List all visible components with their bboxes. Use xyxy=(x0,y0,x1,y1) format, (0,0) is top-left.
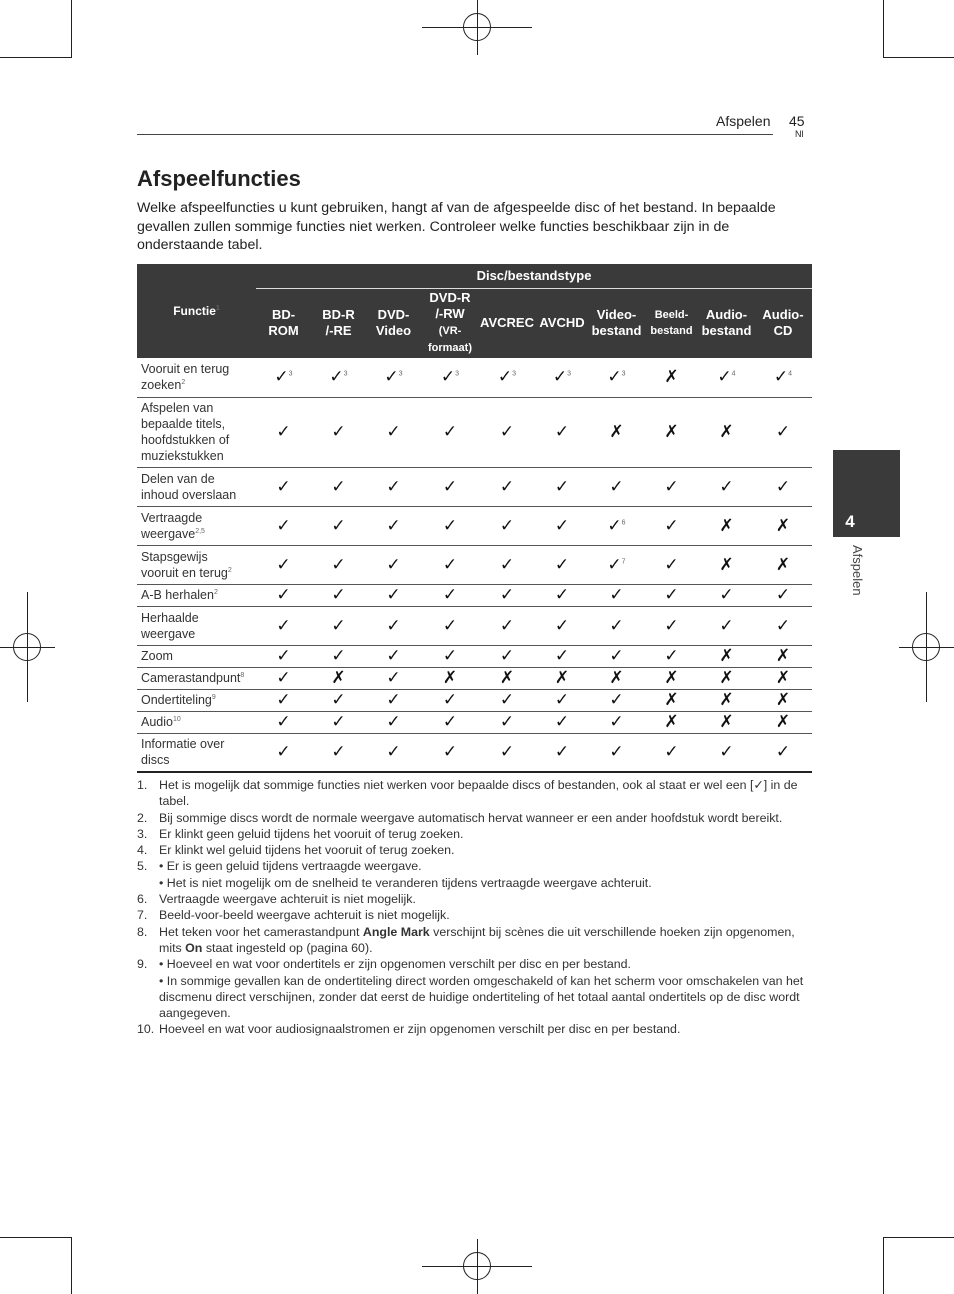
function-label: Stapsgewijs vooruit en terug$^2$ xyxy=(137,545,256,584)
check-icon: ✓ xyxy=(311,606,366,645)
footnote-item: 5. • Er is geen geluid tijdens vertraagde weergave. • Het is niet mogelijk om de snelheid te veranderen tijdens vertraagde weergave achteruit. xyxy=(137,859,652,890)
crop-mark xyxy=(71,1237,72,1294)
check-icon: ✓ xyxy=(311,584,366,606)
check-icon: ✓ xyxy=(366,397,421,467)
check-icon: ✓ xyxy=(421,467,479,506)
check-icon: ✓ xyxy=(311,506,366,545)
table-row xyxy=(137,667,812,689)
check-icon: ✓ xyxy=(589,689,644,711)
function-label: Camerastandpunt$^8$ xyxy=(137,667,256,689)
check-icon: ✓$^3$ xyxy=(589,358,644,397)
check-icon: ✓ xyxy=(589,711,644,733)
cross-icon: ✗ xyxy=(644,667,699,689)
check-icon: ✓ xyxy=(256,733,311,772)
check-icon: ✓ xyxy=(421,506,479,545)
check-icon: ✓ xyxy=(644,506,699,545)
cross-icon: ✗ xyxy=(644,397,699,467)
check-icon: ✓$^3$ xyxy=(535,358,589,397)
table-row xyxy=(137,506,812,545)
crop-mark xyxy=(0,1237,72,1238)
chapter-number: 4 xyxy=(845,512,855,531)
footnotes-list xyxy=(137,777,812,1038)
check-icon: ✓ xyxy=(366,467,421,506)
check-icon: ✓$^7$ xyxy=(589,545,644,584)
check-icon: ✓ xyxy=(535,711,589,733)
check-icon: ✓$^3$ xyxy=(311,358,366,397)
table-row xyxy=(137,645,812,667)
function-label: Herhaalde weergave xyxy=(137,606,256,645)
cross-icon: ✗ xyxy=(754,711,812,733)
check-icon: ✓ xyxy=(589,467,644,506)
check-icon: ✓ xyxy=(479,645,535,667)
check-icon: ✓ xyxy=(479,711,535,733)
check-icon: ✓ xyxy=(366,645,421,667)
cross-icon: ✗ xyxy=(699,689,754,711)
check-icon: ✓ xyxy=(421,545,479,584)
check-icon: ✓ xyxy=(256,606,311,645)
registration-mark xyxy=(463,1252,491,1280)
check-icon: ✓ xyxy=(535,397,589,467)
function-label: Delen van de inhoud overslaan xyxy=(137,467,256,506)
check-icon: ✓ xyxy=(311,545,366,584)
check-icon: ✓ xyxy=(589,584,644,606)
table-row xyxy=(137,358,812,397)
check-icon: ✓ xyxy=(256,711,311,733)
check-icon: ✓ xyxy=(479,397,535,467)
cross-icon: ✗ xyxy=(754,545,812,584)
check-icon: ✓ xyxy=(421,606,479,645)
page-title: Afspeelfuncties xyxy=(137,166,301,191)
footnote-item: 10. Hoeveel en wat voor audiosignaalstromen er zijn opgenomen verschilt per disc en per bestand. xyxy=(137,1022,681,1037)
function-label: Vertraagde weergave$^{2,5}$ xyxy=(137,506,256,545)
check-icon: ✓ xyxy=(311,711,366,733)
crop-mark xyxy=(883,57,954,58)
check-icon: ✓ xyxy=(589,606,644,645)
check-icon: ✓ xyxy=(479,545,535,584)
check-icon: ✓ xyxy=(256,467,311,506)
cross-icon: ✗ xyxy=(699,711,754,733)
check-icon: ✓ xyxy=(311,733,366,772)
cross-icon: ✗ xyxy=(754,506,812,545)
footnote-item: 7. Beeld-voor-beeld weergave achteruit is niet mogelijk. xyxy=(137,908,450,923)
check-icon: ✓ xyxy=(754,467,812,506)
disc-type-header: BD- ROM xyxy=(256,288,311,358)
header-rule xyxy=(137,134,773,135)
footnote-item: 9. • Hoeveel en wat voor ondertitels er zijn opgenomen verschilt per disc en per bestand. • In sommige gevallen kan de ondertiteling direct worden omgeschakeld of kan het scherm voor omschakelen van het discmenu direct verschijnen, zonder dat eerst de huidige ondertiteling of het totaal aantal ondertitels op de disc wordt aangegeven. xyxy=(137,957,804,1021)
disc-type-header: Video- bestand xyxy=(589,288,644,358)
disc-type-header: Audio- bestand xyxy=(699,288,754,358)
function-label: A-B herhalen$^2$ xyxy=(137,584,256,606)
disc-type-header: AVCREC xyxy=(479,288,535,358)
check-icon: ✓ xyxy=(256,545,311,584)
language-code: Nl xyxy=(795,129,804,139)
check-icon: ✓ xyxy=(366,606,421,645)
check-icon: ✓ xyxy=(754,733,812,772)
check-icon: ✓ xyxy=(479,606,535,645)
cross-icon: ✗ xyxy=(754,645,812,667)
check-icon: ✓ xyxy=(644,467,699,506)
cross-icon: ✗ xyxy=(589,397,644,467)
cross-icon: ✗ xyxy=(421,667,479,689)
table-row xyxy=(137,584,812,606)
check-icon: ✓ xyxy=(421,711,479,733)
crop-mark xyxy=(883,0,884,57)
check-icon: ✓ xyxy=(366,545,421,584)
check-icon: ✓$^3$ xyxy=(366,358,421,397)
footnote-item: 2. Bij sommige discs wordt de normale weergave automatisch hervat wanneer er een ander hoofdstuk wordt bereikt. xyxy=(137,810,783,825)
check-icon: ✓$^4$ xyxy=(699,358,754,397)
check-icon: ✓$^3$ xyxy=(256,358,311,397)
table-row xyxy=(137,467,812,506)
check-icon: ✓ xyxy=(535,606,589,645)
check-icon: ✓ xyxy=(479,467,535,506)
cross-icon: ✗ xyxy=(589,667,644,689)
check-icon: ✓$^3$ xyxy=(421,358,479,397)
check-icon: ✓ xyxy=(644,733,699,772)
function-label: Vooruit en terug zoeken$^2$ xyxy=(137,358,256,397)
check-icon: ✓ xyxy=(479,733,535,772)
check-icon: ✓ xyxy=(535,645,589,667)
check-icon: ✓ xyxy=(421,584,479,606)
registration-mark xyxy=(912,633,940,661)
check-icon: ✓ xyxy=(256,506,311,545)
check-icon: ✓ xyxy=(644,645,699,667)
check-icon: ✓ xyxy=(311,645,366,667)
check-icon: ✓ xyxy=(644,606,699,645)
cross-icon: ✗ xyxy=(699,645,754,667)
check-icon: ✓ xyxy=(535,689,589,711)
footnote-item: 4. Er klinkt wel geluid tijdens het vooruit of terug zoeken. xyxy=(137,843,455,858)
check-icon: ✓ xyxy=(589,645,644,667)
table-row xyxy=(137,711,812,733)
check-icon: ✓ xyxy=(366,689,421,711)
check-icon: ✓ xyxy=(366,584,421,606)
check-icon: ✓ xyxy=(535,506,589,545)
check-icon: ✓$^3$ xyxy=(479,358,535,397)
check-icon: ✓ xyxy=(754,584,812,606)
function-label: Afspelen van bepaalde titels, hoofdstukken of muziekstukken xyxy=(137,397,256,467)
check-icon: ✓ xyxy=(256,689,311,711)
check-icon: ✓ xyxy=(421,689,479,711)
function-column-header: Functie$^1$ xyxy=(137,264,256,358)
check-icon: ✓ xyxy=(535,467,589,506)
check-icon: ✓ xyxy=(256,667,311,689)
check-icon: ✓ xyxy=(366,667,421,689)
disc-type-header: BD-R /-RE xyxy=(311,288,366,358)
footnote-item: 3. Er klinkt geen geluid tijdens het vooruit of terug zoeken. xyxy=(137,826,464,841)
check-icon: ✓ xyxy=(366,506,421,545)
check-icon: ✓ xyxy=(311,397,366,467)
table-row xyxy=(137,606,812,645)
cross-icon: ✗ xyxy=(699,667,754,689)
cross-icon: ✗ xyxy=(479,667,535,689)
cross-icon: ✗ xyxy=(311,667,366,689)
cross-icon: ✗ xyxy=(699,397,754,467)
running-header-section: Afspelen xyxy=(716,113,771,129)
footnote-item: 8. Het teken voor het camerastandpunt Angle Mark verschijnt bij scènes die uit verschillende hoeken zijn opgenomen, mits On staat ingesteld op (pagina 60). xyxy=(137,924,795,955)
disc-type-group-header: Disc/bestandstype xyxy=(256,264,812,288)
cross-icon: ✗ xyxy=(754,667,812,689)
check-icon: ✓ xyxy=(754,397,812,467)
cross-icon: ✗ xyxy=(644,358,699,397)
check-icon: ✓ xyxy=(421,397,479,467)
cross-icon: ✗ xyxy=(754,689,812,711)
disc-type-header: Beeld- bestand xyxy=(644,288,699,358)
disc-type-header: DVD-R /-RW (VR- formaat) xyxy=(421,288,479,358)
disc-type-header: DVD- Video xyxy=(366,288,421,358)
check-icon: ✓ xyxy=(256,584,311,606)
check-icon: ✓ xyxy=(256,397,311,467)
cross-icon: ✗ xyxy=(699,506,754,545)
function-label: Audio$^{10}$ xyxy=(137,711,256,733)
cross-icon: ✗ xyxy=(644,711,699,733)
check-icon: ✓ xyxy=(479,689,535,711)
function-label: Zoom xyxy=(137,645,256,667)
check-icon: ✓ xyxy=(479,506,535,545)
intro-paragraph: Welke afspeelfuncties u kunt gebruiken, hangt af van de afgespeelde disc of het bestand. In bepaalde gevallen zullen sommige functies niet werken. Controleer welke functies beschikbaar zijn in de onderstaande tabel. xyxy=(137,200,776,253)
check-icon: ✓ xyxy=(535,545,589,584)
check-icon: ✓ xyxy=(535,733,589,772)
function-table xyxy=(137,264,812,773)
chapter-label: Afspelen xyxy=(850,545,865,596)
table-row xyxy=(137,397,812,467)
check-icon: ✓ xyxy=(644,545,699,584)
check-icon: ✓ xyxy=(366,733,421,772)
check-icon: ✓ xyxy=(644,584,699,606)
check-icon: ✓$^4$ xyxy=(754,358,812,397)
crop-mark xyxy=(883,1237,954,1238)
function-label: Ondertiteling$^9$ xyxy=(137,689,256,711)
check-icon: ✓ xyxy=(366,711,421,733)
footnote-item: 1. Het is mogelijk dat sommige functies niet werken voor bepaalde discs of bestanden, ook al staat er wel een [✓] in de tabel. xyxy=(137,778,798,809)
page-number: 45 xyxy=(789,113,805,129)
registration-mark xyxy=(463,13,491,41)
crop-mark xyxy=(0,57,72,58)
cross-icon: ✗ xyxy=(644,689,699,711)
check-icon: ✓ xyxy=(421,733,479,772)
table-row xyxy=(137,733,812,772)
check-icon: ✓ xyxy=(311,467,366,506)
check-icon: ✓ xyxy=(589,733,644,772)
table-row xyxy=(137,689,812,711)
check-icon: ✓ xyxy=(699,467,754,506)
registration-mark xyxy=(13,633,41,661)
function-label: Informatie over discs xyxy=(137,733,256,772)
check-icon: ✓ xyxy=(699,584,754,606)
footnote-item: 6. Vertraagde weergave achteruit is niet mogelijk. xyxy=(137,892,416,907)
disc-type-header: AVCHD xyxy=(535,288,589,358)
check-icon: ✓ xyxy=(535,584,589,606)
check-icon: ✓ xyxy=(479,584,535,606)
crop-mark xyxy=(883,1237,884,1294)
crop-mark xyxy=(71,0,72,57)
check-icon: ✓ xyxy=(311,689,366,711)
table-row xyxy=(137,545,812,584)
check-icon: ✓ xyxy=(421,645,479,667)
check-icon: ✓ xyxy=(256,645,311,667)
check-icon: ✓ xyxy=(699,606,754,645)
disc-type-header: Audio- CD xyxy=(754,288,812,358)
check-icon: ✓ xyxy=(699,733,754,772)
check-icon: ✓$^6$ xyxy=(589,506,644,545)
cross-icon: ✗ xyxy=(699,545,754,584)
cross-icon: ✗ xyxy=(535,667,589,689)
check-icon: ✓ xyxy=(754,606,812,645)
